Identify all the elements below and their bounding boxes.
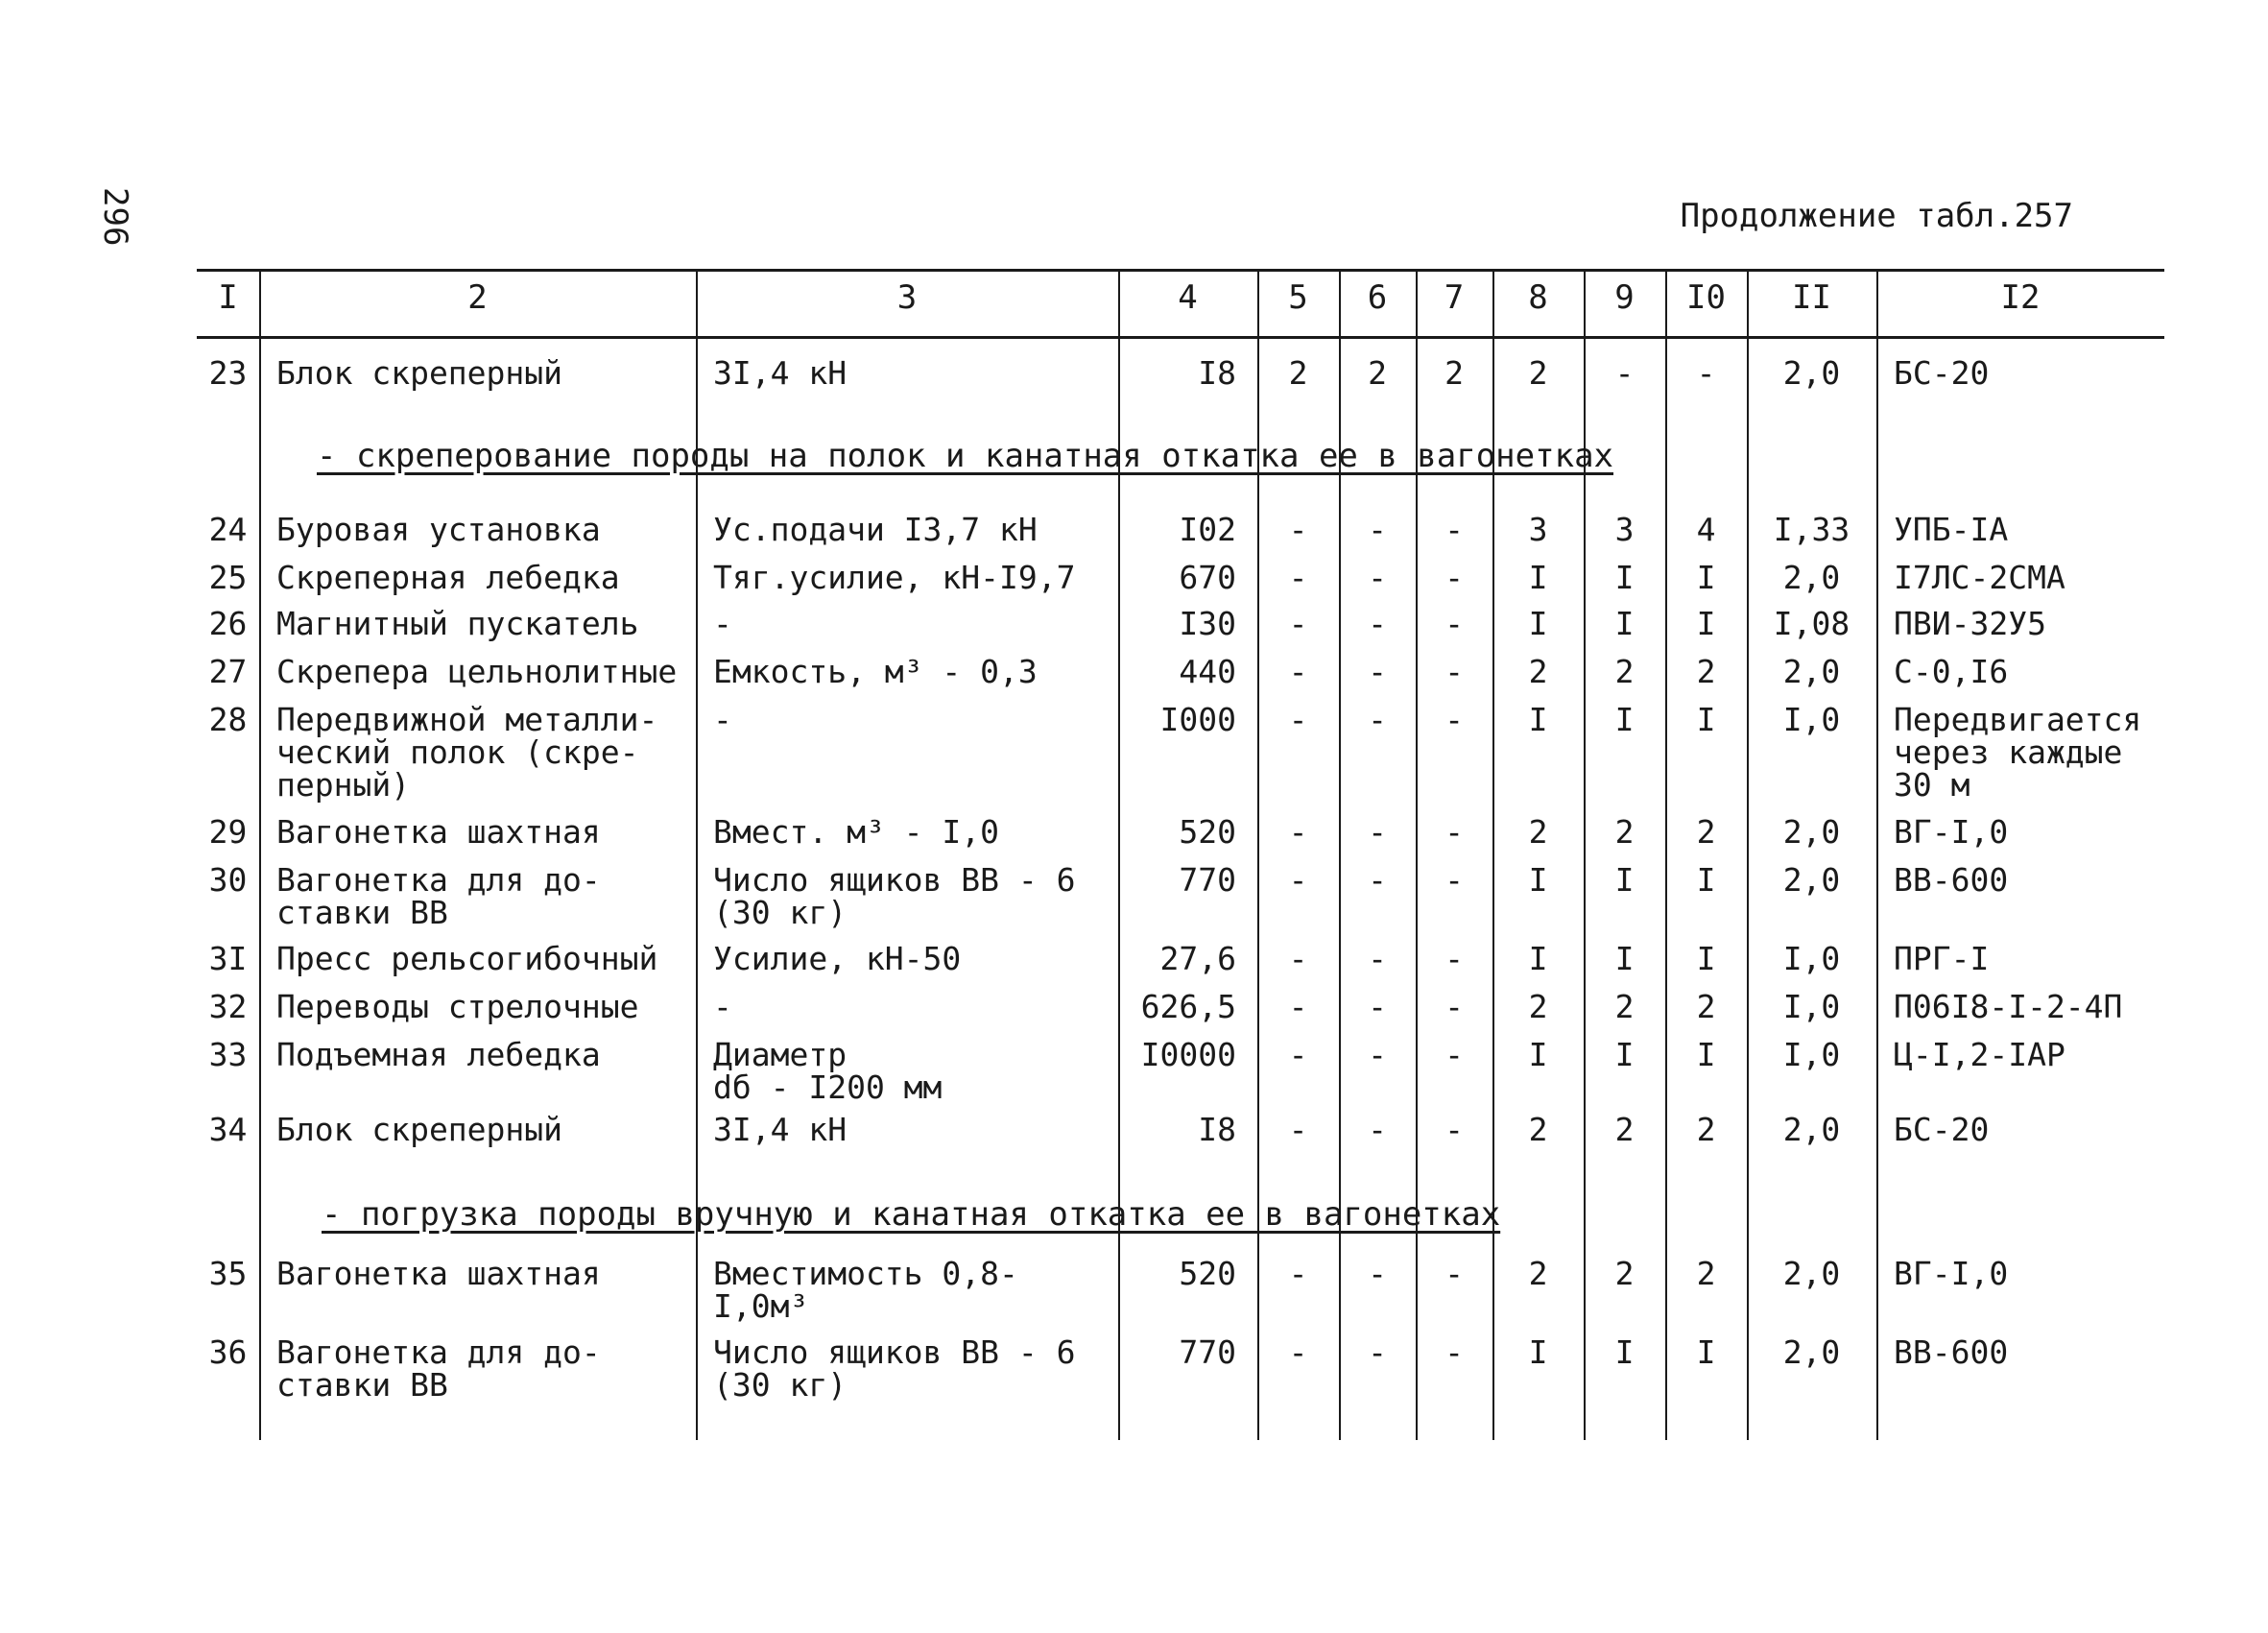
table-cell: - bbox=[713, 988, 732, 1025]
table-cell: Тяг.усилие, кН-I9,7 bbox=[713, 559, 1076, 596]
table-cell: I0000 bbox=[1140, 1036, 1236, 1073]
table-cell: 520 bbox=[1179, 1255, 1236, 1292]
table-cell: - bbox=[1368, 1036, 1387, 1073]
column-header: 7 bbox=[1444, 278, 1465, 317]
table-cell: 30 bbox=[208, 861, 248, 899]
column-header: I2 bbox=[2000, 278, 2041, 317]
table-cell: Скреперная лебедка bbox=[276, 559, 620, 596]
table-cell: - bbox=[1288, 813, 1308, 851]
section-heading-text: - скреперование породы на полок и канатная откатка ее в вагонетках bbox=[317, 437, 1614, 475]
table-cell: I,0 bbox=[1782, 701, 1841, 738]
table-cell: 2 bbox=[1528, 1255, 1548, 1292]
table-cell: - bbox=[1288, 511, 1308, 548]
table-cell: I bbox=[1696, 701, 1716, 738]
table-cell: - bbox=[1368, 511, 1387, 548]
table-cell: - bbox=[713, 701, 732, 738]
table-cell: 2 bbox=[1614, 1255, 1635, 1292]
table-cell: 29 bbox=[208, 813, 248, 851]
table-cell: 23 bbox=[208, 354, 248, 392]
table-cell: 2,0 bbox=[1782, 559, 1841, 596]
table-cell: 440 bbox=[1179, 653, 1236, 690]
table-cell: 2 bbox=[1614, 653, 1635, 690]
table-cell: 520 bbox=[1179, 813, 1236, 851]
table-cell: - bbox=[713, 605, 732, 642]
table-cell: 2,0 bbox=[1782, 1255, 1841, 1292]
table-cell: 36 bbox=[208, 1333, 248, 1371]
table-cell: - bbox=[1696, 354, 1716, 392]
column-divider bbox=[1876, 272, 1878, 1440]
table-cell: - bbox=[1368, 940, 1387, 977]
table-cell: I30 bbox=[1179, 605, 1236, 642]
table-cell: 770 bbox=[1179, 861, 1236, 899]
table-cell: I bbox=[1528, 701, 1548, 738]
table-cell: 2 bbox=[1696, 1111, 1716, 1148]
table-cell: I8 bbox=[1198, 1111, 1236, 1148]
table-cell: Пресс рельсогибочный bbox=[276, 940, 658, 977]
table-cell: I bbox=[1528, 559, 1548, 596]
table-cell: Ц-I,2-IAP bbox=[1894, 1036, 2065, 1073]
table-cell: - bbox=[1368, 1333, 1387, 1371]
table-cell: 3 bbox=[1528, 511, 1548, 548]
table-cell: - bbox=[1288, 940, 1308, 977]
table-cell: I000 bbox=[1159, 701, 1236, 738]
table-cell: - bbox=[1444, 559, 1464, 596]
table-cell: I bbox=[1614, 1333, 1635, 1371]
table-cell: Скрепера цельнолитные bbox=[276, 653, 678, 690]
table-cell: - bbox=[1288, 988, 1308, 1025]
table-caption: Продолжение табл.257 bbox=[1680, 197, 2073, 235]
table-cell: I bbox=[1696, 1333, 1716, 1371]
table-cell: Вагонетка шахтная bbox=[276, 813, 601, 851]
table-cell: - bbox=[1444, 940, 1464, 977]
table-cell: Число ящиков ВВ - 6 (30 кг) bbox=[713, 1333, 1076, 1404]
table-cell: 2,0 bbox=[1782, 653, 1841, 690]
table-cell: Передвигается через каждые 30 м bbox=[1894, 701, 2142, 804]
table-cell: БС-20 bbox=[1894, 1111, 1990, 1148]
column-header: 4 bbox=[1178, 278, 1198, 317]
table-cell: Число ящиков ВВ - 6 (30 кг) bbox=[713, 861, 1076, 931]
table-cell: 4 bbox=[1696, 511, 1716, 548]
table-cell: - bbox=[1368, 653, 1387, 690]
table-cell: Емкость, м³ - 0,3 bbox=[713, 653, 1038, 690]
table-cell: - bbox=[1444, 701, 1464, 738]
table-cell: 2 bbox=[1696, 653, 1716, 690]
table-cell: 2 bbox=[1696, 988, 1716, 1025]
table-cell: - bbox=[1288, 1255, 1308, 1292]
table-cell: I bbox=[1614, 1036, 1635, 1073]
table-cell: - bbox=[1444, 1111, 1464, 1148]
column-header: 5 bbox=[1288, 278, 1308, 317]
table-cell: 2,0 bbox=[1782, 861, 1841, 899]
table-cell: ПРГ-I bbox=[1894, 940, 1990, 977]
table-cell: - bbox=[1368, 605, 1387, 642]
table-cell: I bbox=[1528, 861, 1548, 899]
table-cell: Блок скреперный bbox=[276, 354, 563, 392]
table-cell: Ус.подачи I3,7 кН bbox=[713, 511, 1038, 548]
table-cell: - bbox=[1444, 653, 1464, 690]
column-header: I0 bbox=[1686, 278, 1726, 317]
table-cell: 2 bbox=[1288, 354, 1308, 392]
section-heading-text: - погрузка породы вручную и канатная откатка ее в вагонетках bbox=[322, 1195, 1501, 1234]
table-cell: - bbox=[1288, 559, 1308, 596]
table-cell: 2,0 bbox=[1782, 813, 1841, 851]
table-cell: 3I,4 кН bbox=[713, 354, 848, 392]
table-cell: 2 bbox=[1614, 988, 1635, 1025]
table-cell: I bbox=[1696, 861, 1716, 899]
table-cell: 2,0 bbox=[1782, 354, 1841, 392]
table-cell: 2 bbox=[1696, 813, 1716, 851]
table-cell: Переводы стрелочные bbox=[276, 988, 639, 1025]
table-cell: I bbox=[1614, 701, 1635, 738]
table-cell: I7ЛС-2СМА bbox=[1894, 559, 2065, 596]
table-cell: 27 bbox=[208, 653, 248, 690]
table-cell: - bbox=[1368, 1111, 1387, 1148]
table-cell: 28 bbox=[208, 701, 248, 738]
table-cell: 2 bbox=[1368, 354, 1387, 392]
table-cell: I bbox=[1614, 861, 1635, 899]
table-cell: ВГ-I,0 bbox=[1894, 813, 2009, 851]
table-cell: С-0,I6 bbox=[1894, 653, 2009, 690]
table-cell: I bbox=[1614, 605, 1635, 642]
table-cell: П06I8-I-2-4П bbox=[1894, 988, 2123, 1025]
table-cell: БС-20 bbox=[1894, 354, 1990, 392]
table-cell: 2 bbox=[1528, 653, 1548, 690]
table-cell: 35 bbox=[208, 1255, 248, 1292]
table-cell: I,08 bbox=[1773, 605, 1850, 642]
table-cell: Блок скреперный bbox=[276, 1111, 563, 1148]
table-cell: Магнитный пускатель bbox=[276, 605, 639, 642]
table-cell: - bbox=[1444, 1333, 1464, 1371]
table-cell: - bbox=[1444, 605, 1464, 642]
table-cell: 3 bbox=[1614, 511, 1635, 548]
table-cell: Вагонетка шахтная bbox=[276, 1255, 601, 1292]
column-header: 6 bbox=[1367, 278, 1388, 317]
table-cell: 2 bbox=[1696, 1255, 1716, 1292]
table-cell: I bbox=[1528, 940, 1548, 977]
table-cell: 27,6 bbox=[1159, 940, 1236, 977]
table-cell: - bbox=[1444, 1036, 1464, 1073]
table-cell: ВВ-600 bbox=[1894, 1333, 2009, 1371]
table-cell: Усилие, кН-50 bbox=[713, 940, 962, 977]
table-header-rule bbox=[197, 336, 2164, 339]
page-number: 296 bbox=[96, 187, 134, 247]
table-cell: 626,5 bbox=[1140, 988, 1236, 1025]
table-cell: 770 bbox=[1179, 1333, 1236, 1371]
table-cell: - bbox=[1368, 988, 1387, 1025]
table-cell: ПВИ-32У5 bbox=[1894, 605, 2046, 642]
column-header: 9 bbox=[1614, 278, 1635, 317]
table-cell: I bbox=[1614, 940, 1635, 977]
table-cell: I bbox=[1696, 559, 1716, 596]
table-cell: - bbox=[1368, 861, 1387, 899]
table-cell: Вместимость 0,8- I,0м³ bbox=[713, 1255, 1018, 1325]
table-cell: 24 bbox=[208, 511, 248, 548]
table-cell: ВВ-600 bbox=[1894, 861, 2009, 899]
table-cell: I,33 bbox=[1773, 511, 1850, 548]
table-cell: I8 bbox=[1198, 354, 1236, 392]
column-header: 8 bbox=[1528, 278, 1548, 317]
table-cell: 26 bbox=[208, 605, 248, 642]
table-cell: Подъемная лебедка bbox=[276, 1036, 601, 1073]
table-top-rule bbox=[197, 269, 2164, 272]
table-cell: - bbox=[1368, 701, 1387, 738]
table-cell: 2 bbox=[1528, 813, 1548, 851]
table-cell: - bbox=[1444, 988, 1464, 1025]
table-cell: I bbox=[1614, 559, 1635, 596]
column-header: 3 bbox=[896, 278, 918, 317]
table-cell: I02 bbox=[1179, 511, 1236, 548]
table-cell: I,0 bbox=[1782, 940, 1841, 977]
table-cell: - bbox=[1368, 813, 1387, 851]
table-cell: 32 bbox=[208, 988, 248, 1025]
table-cell: Вагонетка для до- ставки ВВ bbox=[276, 1333, 601, 1404]
table-cell: 2 bbox=[1528, 1111, 1548, 1148]
table-cell: I,0 bbox=[1782, 988, 1841, 1025]
table-cell: Буровая установка bbox=[276, 511, 601, 548]
table-cell: - bbox=[1288, 653, 1308, 690]
table-cell: - bbox=[1288, 701, 1308, 738]
table-cell: ВГ-I,0 bbox=[1894, 1255, 2009, 1292]
column-header: I bbox=[218, 278, 238, 317]
table-cell: I bbox=[1528, 1333, 1548, 1371]
table-cell: 2 bbox=[1444, 354, 1464, 392]
column-header: 2 bbox=[467, 278, 488, 317]
table-cell: - bbox=[1614, 354, 1635, 392]
table-cell: I,0 bbox=[1782, 1036, 1841, 1073]
table-cell: Вмест. м³ - I,0 bbox=[713, 813, 1000, 851]
table-cell: Диаметр dб - I200 мм bbox=[713, 1036, 943, 1106]
table-cell: Вагонетка для до- ставки ВВ bbox=[276, 861, 601, 931]
table-cell: - bbox=[1444, 511, 1464, 548]
table-cell: - bbox=[1444, 861, 1464, 899]
table-cell: УПБ-IA bbox=[1894, 511, 2009, 548]
table-cell: - bbox=[1288, 1333, 1308, 1371]
table-cell: 2 bbox=[1614, 813, 1635, 851]
column-divider bbox=[259, 272, 261, 1440]
table-cell: 25 bbox=[208, 559, 248, 596]
table-cell: - bbox=[1288, 1111, 1308, 1148]
column-header: II bbox=[1792, 278, 1831, 317]
table-cell: - bbox=[1368, 1255, 1387, 1292]
table-cell: I bbox=[1528, 605, 1548, 642]
table-cell: - bbox=[1444, 813, 1464, 851]
table-cell: - bbox=[1368, 559, 1387, 596]
table-cell: - bbox=[1444, 1255, 1464, 1292]
table-cell: I bbox=[1528, 1036, 1548, 1073]
table-cell: 2,0 bbox=[1782, 1333, 1841, 1371]
table-cell: I bbox=[1696, 940, 1716, 977]
table-cell: - bbox=[1288, 1036, 1308, 1073]
table-cell: - bbox=[1288, 605, 1308, 642]
table-cell: Передвижной металли- ческий полок (скре- перный) bbox=[276, 701, 658, 804]
table-cell: 3I,4 кН bbox=[713, 1111, 848, 1148]
table-cell: - bbox=[1288, 861, 1308, 899]
table-cell: I bbox=[1696, 1036, 1716, 1073]
table-cell: 2,0 bbox=[1782, 1111, 1841, 1148]
section-heading bbox=[317, 437, 1613, 475]
table-cell: 3I bbox=[208, 940, 248, 977]
table-cell: 2 bbox=[1614, 1111, 1635, 1148]
table-cell: 2 bbox=[1528, 988, 1548, 1025]
table-cell: 34 bbox=[208, 1111, 248, 1148]
table-cell: 670 bbox=[1179, 559, 1236, 596]
table-cell: I bbox=[1696, 605, 1716, 642]
table-cell: 2 bbox=[1528, 354, 1548, 392]
table-cell: 33 bbox=[208, 1036, 248, 1073]
section-heading bbox=[322, 1195, 1500, 1234]
